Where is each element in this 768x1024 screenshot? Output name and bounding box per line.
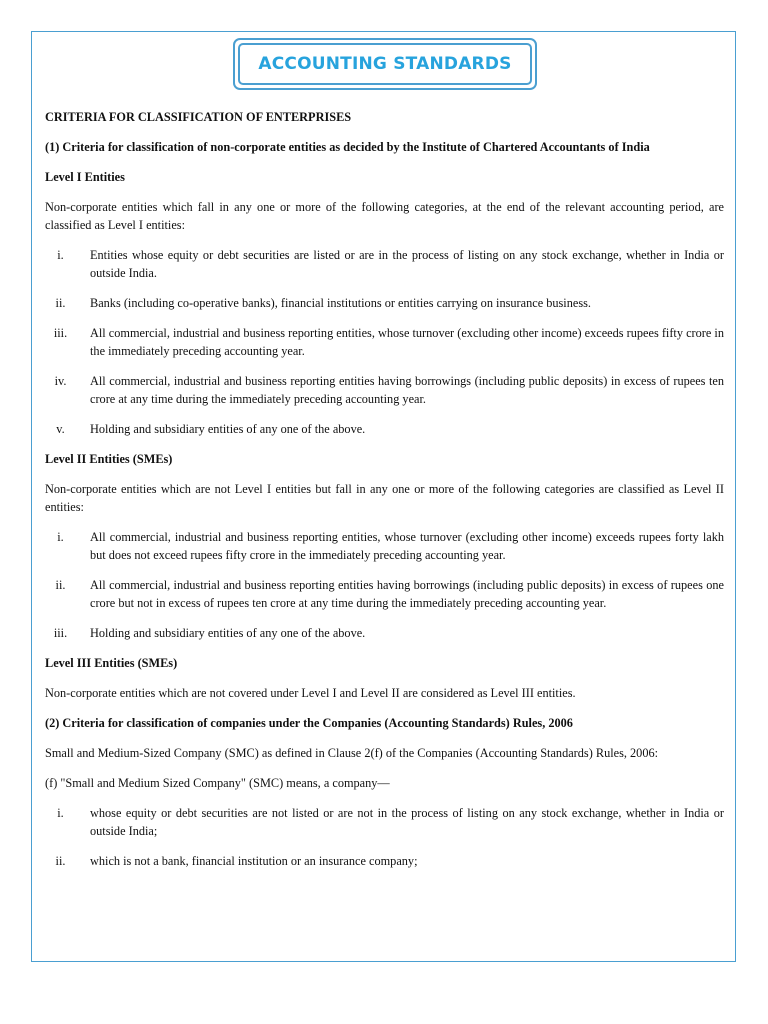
list-item <box>45 324 724 360</box>
section2-heading: (2) Criteria for classification of companies under the Companies (Accounting Standards) Rules, 2006 <box>45 716 573 730</box>
list-item <box>45 294 724 312</box>
list-item <box>45 804 724 840</box>
list-item <box>45 528 724 564</box>
list-item-number: i. <box>57 530 64 544</box>
list-item-text: which is not a bank, financial institution or an insurance company; <box>90 854 418 868</box>
list-item <box>45 852 724 870</box>
list-item-text: All commercial, industrial and business reporting entities, whose turnover (excluding other income) exceeds rupees fifty crore in the immediately preceding accounting year. <box>90 326 724 358</box>
level3-heading: Level III Entities (SMEs) <box>45 656 178 670</box>
list-item-text: Holding and subsidiary entities of any one of the above. <box>90 422 366 436</box>
list-item-number: iii. <box>53 626 68 640</box>
level3-intro: Non-corporate entities which are not covered under Level I and Level II are considered as Level III entities. <box>45 686 576 700</box>
level1-list <box>45 246 724 438</box>
list-item <box>45 372 724 408</box>
list-item-number: ii. <box>55 296 66 310</box>
section2-intro: Small and Medium-Sized Company (SMC) as defined in Clause 2(f) of the Companies (Accounting Standards) Rules, 2006: <box>45 746 659 760</box>
level2-list <box>45 528 724 642</box>
banner-title: ACCOUNTING STANDARDS <box>258 54 512 74</box>
list-item-text: All commercial, industrial and business reporting entities having borrowings (including public deposits) in excess of rupees one crore but not in excess of rupees ten crore at any time during the immediately preceding accounting year. <box>90 578 724 610</box>
list-item-text: All commercial, industrial and business reporting entities having borrowings (including public deposits) in excess of rupees ten crore at any time during the immediately preceding accounting year. <box>90 374 724 406</box>
section1-heading: (1) Criteria for classification of non-corporate entities as decided by the Institute of Chartered Accountants of India <box>45 140 650 154</box>
level1-intro: Non-corporate entities which fall in any one or more of the following categories, at the end of the relevant accounting period, are classified as Level I entities: <box>45 200 724 232</box>
level2-heading: Level II Entities (SMEs) <box>45 452 173 466</box>
list-item-text: Banks (including co-operative banks), financial institutions or entities carrying on insurance business. <box>90 296 591 310</box>
list-item <box>45 420 724 438</box>
list-item-number: iii. <box>53 326 68 340</box>
level2-intro: Non-corporate entities which are not Level I entities but fall in any one or more of the following categories are classified as Level II entities: <box>45 482 724 514</box>
main-heading: CRITERIA FOR CLASSIFICATION OF ENTERPRISES <box>45 110 352 124</box>
document-body <box>45 108 724 882</box>
smc-definition: (f) "Small and Medium Sized Company" (SMC) means, a company— <box>45 776 390 790</box>
level1-heading: Level I Entities <box>45 170 125 184</box>
list-item-text: whose equity or debt securities are not listed or are not in the process of listing on any stock exchange, whether in India or outside India; <box>90 806 724 838</box>
list-item-number: i. <box>57 806 64 820</box>
list-item <box>45 576 724 612</box>
list-item-number: ii. <box>55 578 66 592</box>
list-item-number: i. <box>57 248 64 262</box>
list-item-number: v. <box>56 422 65 436</box>
title-banner <box>233 38 537 90</box>
section2-list <box>45 804 724 870</box>
list-item <box>45 246 724 282</box>
list-item-text: Holding and subsidiary entities of any one of the above. <box>90 626 366 640</box>
list-item-number: ii. <box>55 854 66 868</box>
title-banner-inner <box>238 43 532 85</box>
list-item <box>45 624 724 642</box>
list-item-text: Entities whose equity or debt securities are listed or are in the process of listing on any stock exchange, whether in India or outside India. <box>90 248 724 280</box>
list-item-text: All commercial, industrial and business reporting entities, whose turnover (excluding other income) exceeds rupees forty lakh but does not exceed rupees fifty crore in the immediately preceding accounting year. <box>90 530 724 562</box>
list-item-number: iv. <box>54 374 67 388</box>
